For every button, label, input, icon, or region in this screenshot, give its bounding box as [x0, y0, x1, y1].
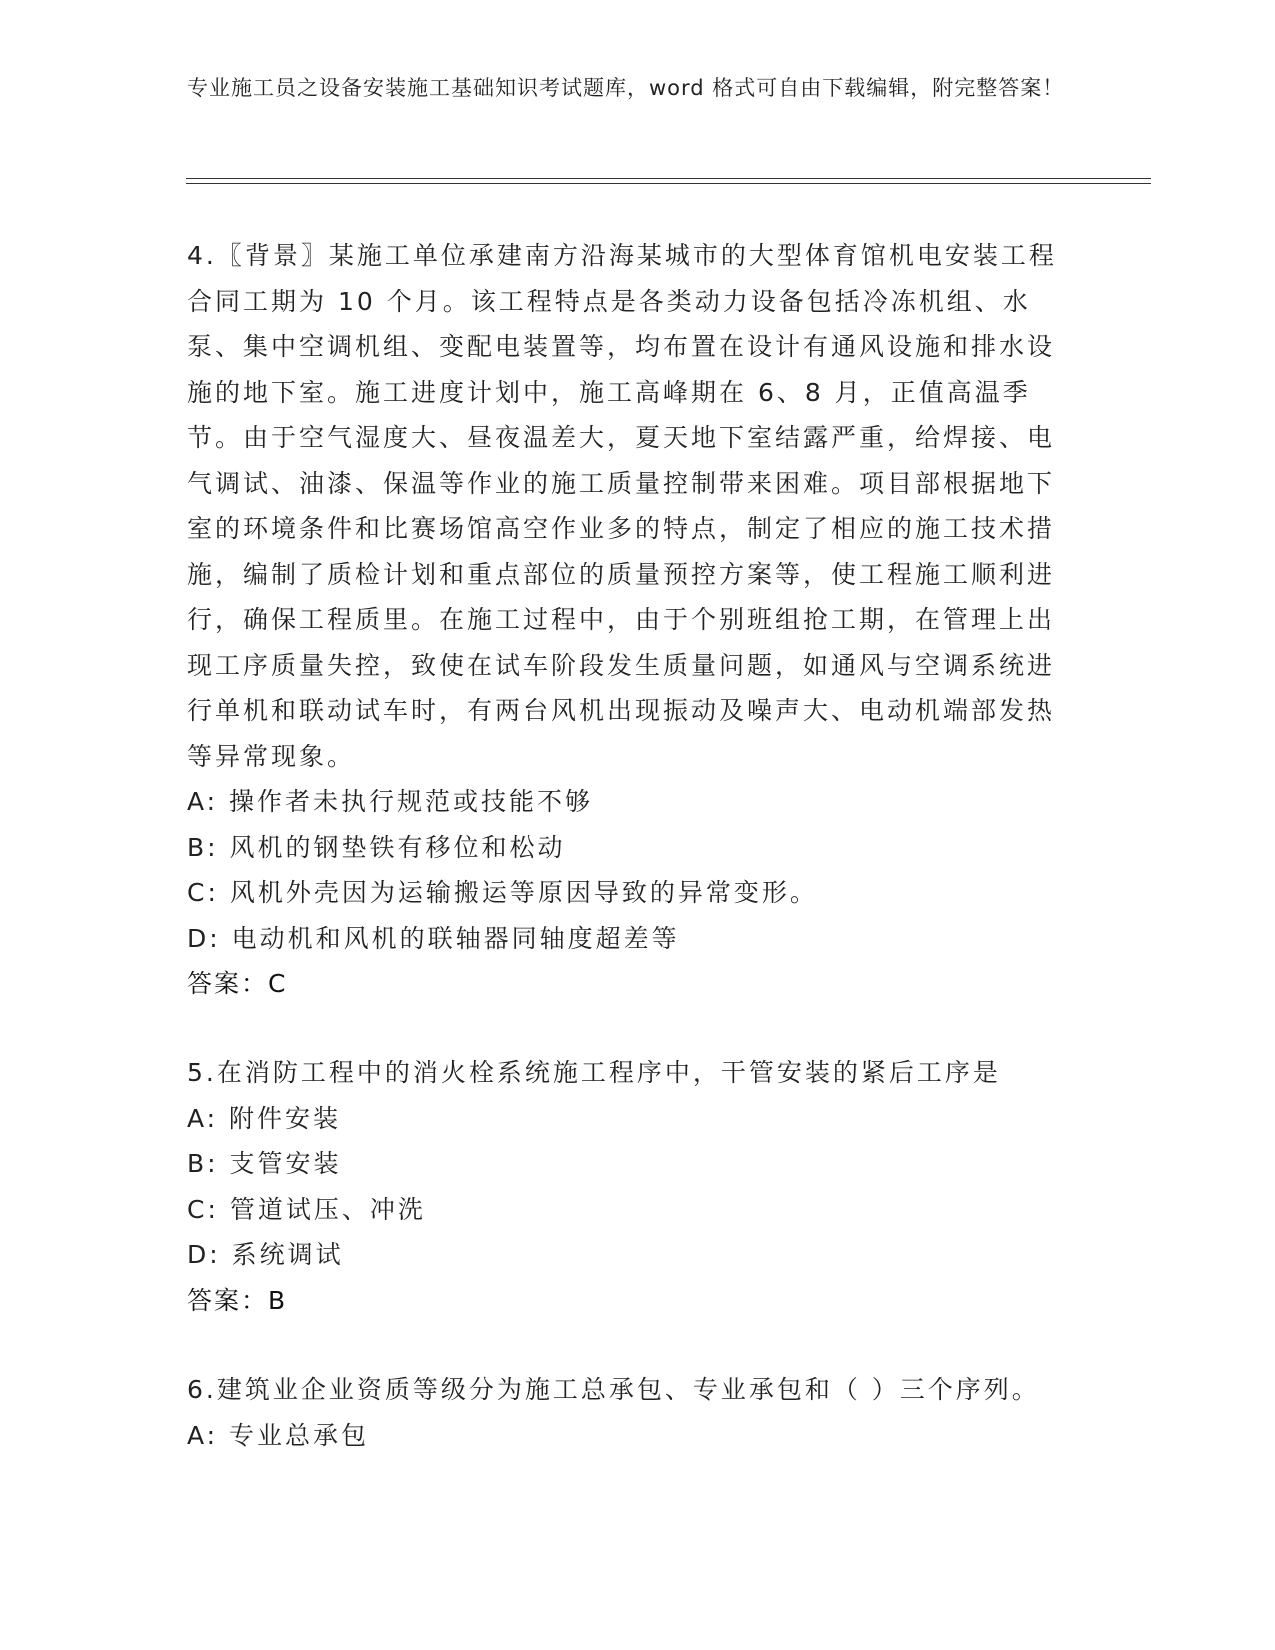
question-stem: 4.〖背景〗某施工单位承建南方沿海某城市的大型体育馆机电安装工程合同工期为 10 个月。该工程特点是各类动力设备包括冷冻机组、水泵、集中空调机组、变配电装置等，均布置在设计有通风设施和排水设施的地下室。施工进度计划中，施工高峰期在 6、8 月，正值高温季节。由于空气湿度大、昼夜温差大，夏天地下室结露严重，给焊接、电气调试、油漆、保温等作业的施工质量控制带来困难。项目部根据地下室的环境条件和比赛场馆高空作业多的特点，制定了相应的施工技术措施，编制了质检计划和重点部位的质量预控方案等，使工程施工顺利进行，确保工程质里。在施工过程中，由于个别班组抢工期，在管理上出现工序质量失控，致使在试车阶段发生质量问题，如通风与空调系统进行单机和联动试车时，有两台风机出现振动及噪声大、电动机端部发热等异常现象。 — [187, 241, 1057, 771]
option-d: D: 系统调试 — [187, 1240, 344, 1269]
answer: 答案：C — [187, 969, 288, 998]
question-5 — [187, 1050, 1067, 1323]
option-b: B: 风机的钢垫铁有移位和松动 — [187, 832, 566, 862]
document-header: 专业施工员之设备安装施工基础知识考试题库，word 格式可自由下载编辑，附完整答案！ — [187, 76, 1065, 100]
option-c: C: 管道试压、冲洗 — [187, 1194, 426, 1224]
question-6 — [187, 1367, 1067, 1458]
option-a: A: 附件安装 — [187, 1103, 342, 1133]
header-divider-top — [186, 178, 1151, 179]
question-stem: 5.在消防工程中的消火栓系统施工程序中，干管安装的紧后工序是 — [187, 1058, 1001, 1087]
option-c: C: 风机外壳因为运输搬运等原因导致的异常变形。 — [187, 878, 818, 907]
question-stem: 6.建筑业企业资质等级分为施工总承包、专业承包和（ ）三个序列。 — [187, 1375, 1040, 1404]
option-d: D: 电动机和风机的联轴器同轴度超差等 — [187, 923, 680, 953]
answer: 答案：B — [187, 1285, 288, 1315]
question-4 — [187, 233, 1067, 1007]
option-b: B: 支管安装 — [187, 1149, 342, 1178]
header-divider-bottom — [186, 183, 1151, 184]
option-a: A: 专业总承包 — [187, 1420, 370, 1450]
option-a: A: 操作者未执行规范或技能不够 — [187, 787, 594, 816]
